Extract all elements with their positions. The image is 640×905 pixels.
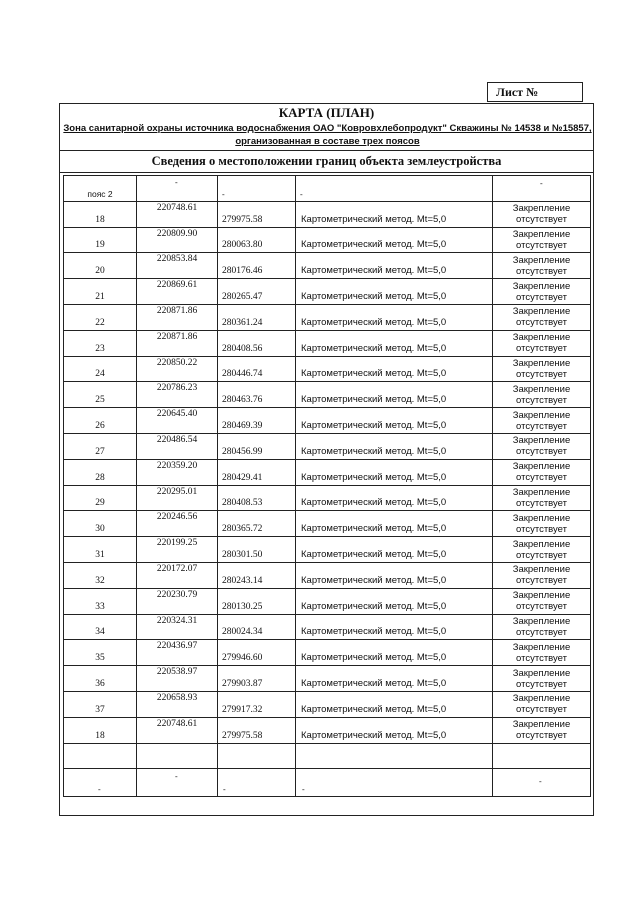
table-row (64, 356, 591, 382)
table-row (64, 588, 591, 614)
table-row (64, 330, 591, 356)
x-coordinate-cell: 220645.40 (137, 408, 218, 434)
table-row (64, 201, 591, 227)
method-cell: Картометрический метод. Mt=5,0 (296, 614, 493, 640)
y-coordinate-cell: 280361.24 (218, 304, 296, 330)
method-cell: Картометрический метод. Mt=5,0 (296, 511, 493, 537)
y-coordinate-cell: 280408.56 (218, 330, 296, 356)
header-x-cell (137, 176, 218, 202)
footer-row (64, 769, 591, 797)
footer-cell (137, 769, 218, 797)
point-number-cell: 24 (64, 356, 137, 382)
method-cell: Картометрический метод. Mt=5,0 (296, 666, 493, 692)
section-title: Сведения о местоположении границ объекта землеустройства (151, 154, 502, 168)
point-number-cell: 33 (64, 588, 137, 614)
table-row (64, 485, 591, 511)
fixation-cell: Закрепление отсутствует (493, 201, 591, 227)
y-coordinate-cell: 280301.50 (218, 537, 296, 563)
method-cell: Картометрический метод. Mt=5,0 (296, 408, 493, 434)
fixation-cell: Закрепление отсутствует (493, 691, 591, 717)
y-coordinate-cell: 280063.80 (218, 227, 296, 253)
method-cell: Картометрический метод. Mt=5,0 (296, 537, 493, 563)
x-coordinate-cell: 220230.79 (137, 588, 218, 614)
header-x-dash: - (175, 178, 178, 187)
method-cell: Картометрический метод. Mt=5,0 (296, 330, 493, 356)
y-coordinate-cell: 280463.76 (218, 382, 296, 408)
x-coordinate-cell: 220486.54 (137, 433, 218, 459)
x-coordinate-cell: 220538.97 (137, 666, 218, 692)
footer-cell (218, 769, 296, 797)
method-cell: Картометрический метод. Mt=5,0 (296, 433, 493, 459)
method-cell: Картометрический метод. Mt=5,0 (296, 562, 493, 588)
sheet-number-box (487, 82, 583, 102)
table-row (64, 537, 591, 563)
fixation-cell: Закрепление отсутствует (493, 562, 591, 588)
point-number-cell: 26 (64, 408, 137, 434)
y-coordinate-cell: 279917.32 (218, 691, 296, 717)
fixation-cell: Закрепление отсутствует (493, 717, 591, 743)
method-cell: Картометрический метод. Mt=5,0 (296, 717, 493, 743)
table-row (64, 304, 591, 330)
point-number-cell: 19 (64, 227, 137, 253)
header-zone-label: пояс 2 (87, 188, 113, 199)
y-coordinate-cell: 280446.74 (218, 356, 296, 382)
header-zone-cell (64, 176, 137, 202)
title-divider (60, 150, 593, 151)
header-y-cell (218, 176, 296, 202)
section-divider (60, 172, 593, 173)
footer-y-dash: - (223, 785, 226, 795)
method-cell: Картометрический метод. Mt=5,0 (296, 356, 493, 382)
point-number-cell: 22 (64, 304, 137, 330)
y-coordinate-cell: 280456.99 (218, 433, 296, 459)
empty-cell (218, 743, 296, 769)
fixation-cell: Закрепление отсутствует (493, 588, 591, 614)
x-coordinate-cell: 220748.61 (137, 201, 218, 227)
fixation-cell: Закрепление отсутствует (493, 330, 591, 356)
fixation-cell: Закрепление отсутствует (493, 279, 591, 305)
table-row (64, 614, 591, 640)
y-coordinate-cell: 279975.58 (218, 717, 296, 743)
method-cell: Картометрический метод. Mt=5,0 (296, 279, 493, 305)
y-coordinate-cell: 280365.72 (218, 511, 296, 537)
header-fix-dash: - (540, 179, 543, 188)
y-coordinate-cell: 280265.47 (218, 279, 296, 305)
point-number-cell: 18 (64, 201, 137, 227)
fixation-cell: Закрепление отсутствует (493, 227, 591, 253)
point-number-cell: 25 (64, 382, 137, 408)
x-coordinate-cell: 220295.01 (137, 485, 218, 511)
point-number-cell: 27 (64, 433, 137, 459)
y-coordinate-cell: 279975.58 (218, 201, 296, 227)
x-coordinate-cell: 220809.90 (137, 227, 218, 253)
point-number-cell: 18 (64, 717, 137, 743)
method-cell: Картометрический метод. Mt=5,0 (296, 382, 493, 408)
fixation-cell: Закрепление отсутствует (493, 640, 591, 666)
footer-number-dash: - (98, 785, 101, 795)
x-coordinate-cell: 220748.61 (137, 717, 218, 743)
method-cell: Картометрический метод. Mt=5,0 (296, 691, 493, 717)
x-coordinate-cell: 220871.86 (137, 330, 218, 356)
point-number-cell: 21 (64, 279, 137, 305)
table-row (64, 279, 591, 305)
y-coordinate-cell: 279946.60 (218, 640, 296, 666)
method-cell: Картометрический метод. Mt=5,0 (296, 227, 493, 253)
table-row (64, 253, 591, 279)
x-coordinate-cell: 220786.23 (137, 382, 218, 408)
point-number-cell: 30 (64, 511, 137, 537)
footer-fix-dash: - (539, 777, 542, 787)
x-coordinate-cell: 220324.31 (137, 614, 218, 640)
table-row (64, 640, 591, 666)
table-row (64, 511, 591, 537)
y-coordinate-cell: 280429.41 (218, 459, 296, 485)
footer-cell (64, 769, 137, 797)
method-cell: Картометрический метод. Mt=5,0 (296, 588, 493, 614)
fixation-cell: Закрепление отсутствует (493, 459, 591, 485)
fixation-cell: Закрепление отсутствует (493, 485, 591, 511)
point-number-cell: 32 (64, 562, 137, 588)
footer-cell (296, 769, 493, 797)
fixation-cell: Закрепление отсутствует (493, 408, 591, 434)
method-cell: Картометрический метод. Mt=5,0 (296, 253, 493, 279)
table-row (64, 227, 591, 253)
x-coordinate-cell: 220436.97 (137, 640, 218, 666)
header-method-dash: - (300, 189, 303, 199)
table-row (64, 666, 591, 692)
x-coordinate-cell: 220871.86 (137, 304, 218, 330)
method-cell: Картометрический метод. Mt=5,0 (296, 459, 493, 485)
empty-cell (137, 743, 218, 769)
empty-row (64, 743, 591, 769)
method-cell: Картометрический метод. Mt=5,0 (296, 485, 493, 511)
empty-cell (493, 743, 591, 769)
x-coordinate-cell: 220246.56 (137, 511, 218, 537)
header-y-dash: - (222, 189, 225, 199)
point-number-cell: 20 (64, 253, 137, 279)
point-number-cell: 23 (64, 330, 137, 356)
table-row (64, 717, 591, 743)
y-coordinate-cell: 280176.46 (218, 253, 296, 279)
method-cell: Картометрический метод. Mt=5,0 (296, 201, 493, 227)
y-coordinate-cell: 280243.14 (218, 562, 296, 588)
table-row (64, 459, 591, 485)
y-coordinate-cell: 279903.87 (218, 666, 296, 692)
y-coordinate-cell: 280469.39 (218, 408, 296, 434)
x-coordinate-cell: 220850.22 (137, 356, 218, 382)
table-row (64, 691, 591, 717)
point-number-cell: 29 (64, 485, 137, 511)
footer-cell (493, 769, 591, 797)
point-number-cell: 37 (64, 691, 137, 717)
empty-cell (296, 743, 493, 769)
fixation-cell: Закрепление отсутствует (493, 511, 591, 537)
fixation-cell: Закрепление отсутствует (493, 537, 591, 563)
x-coordinate-cell: 220658.93 (137, 691, 218, 717)
x-coordinate-cell: 220199.25 (137, 537, 218, 563)
footer-x-dash: - (175, 772, 178, 782)
fixation-cell: Закрепление отсутствует (493, 356, 591, 382)
footer-method-dash: - (302, 785, 305, 795)
document-subtitle: Зона санитарной охраны источника водоснабжения ОАО "Ковровхлебопродукт" Скважины № 14538 и №15857, организованная в составе трех поясов (63, 123, 592, 147)
point-number-cell: 31 (64, 537, 137, 563)
fixation-cell: Закрепление отсутствует (493, 614, 591, 640)
y-coordinate-cell: 280408.53 (218, 485, 296, 511)
x-coordinate-cell: 220853.84 (137, 253, 218, 279)
point-number-cell: 36 (64, 666, 137, 692)
point-number-cell: 35 (64, 640, 137, 666)
coordinates-table (63, 175, 591, 797)
fixation-cell: Закрепление отсутствует (493, 304, 591, 330)
header-fix-cell (493, 176, 591, 202)
sheet-number-label: Лист № (496, 85, 539, 99)
fixation-cell: Закрепление отсутствует (493, 382, 591, 408)
empty-cell (64, 743, 137, 769)
table-row (64, 382, 591, 408)
y-coordinate-cell: 280130.25 (218, 588, 296, 614)
fixation-cell: Закрепление отсутствует (493, 253, 591, 279)
x-coordinate-cell: 220869.61 (137, 279, 218, 305)
fixation-cell: Закрепление отсутствует (493, 433, 591, 459)
table-header-row (64, 176, 591, 202)
header-method-cell (296, 176, 493, 202)
point-number-cell: 28 (64, 459, 137, 485)
point-number-cell: 34 (64, 614, 137, 640)
table-row (64, 562, 591, 588)
method-cell: Картометрический метод. Mt=5,0 (296, 640, 493, 666)
fixation-cell: Закрепление отсутствует (493, 666, 591, 692)
document-frame (59, 103, 594, 816)
table-row (64, 408, 591, 434)
method-cell: Картометрический метод. Mt=5,0 (296, 304, 493, 330)
table-row (64, 433, 591, 459)
x-coordinate-cell: 220172.07 (137, 562, 218, 588)
y-coordinate-cell: 280024.34 (218, 614, 296, 640)
x-coordinate-cell: 220359.20 (137, 459, 218, 485)
document-title: КАРТА (ПЛАН) (278, 105, 375, 120)
